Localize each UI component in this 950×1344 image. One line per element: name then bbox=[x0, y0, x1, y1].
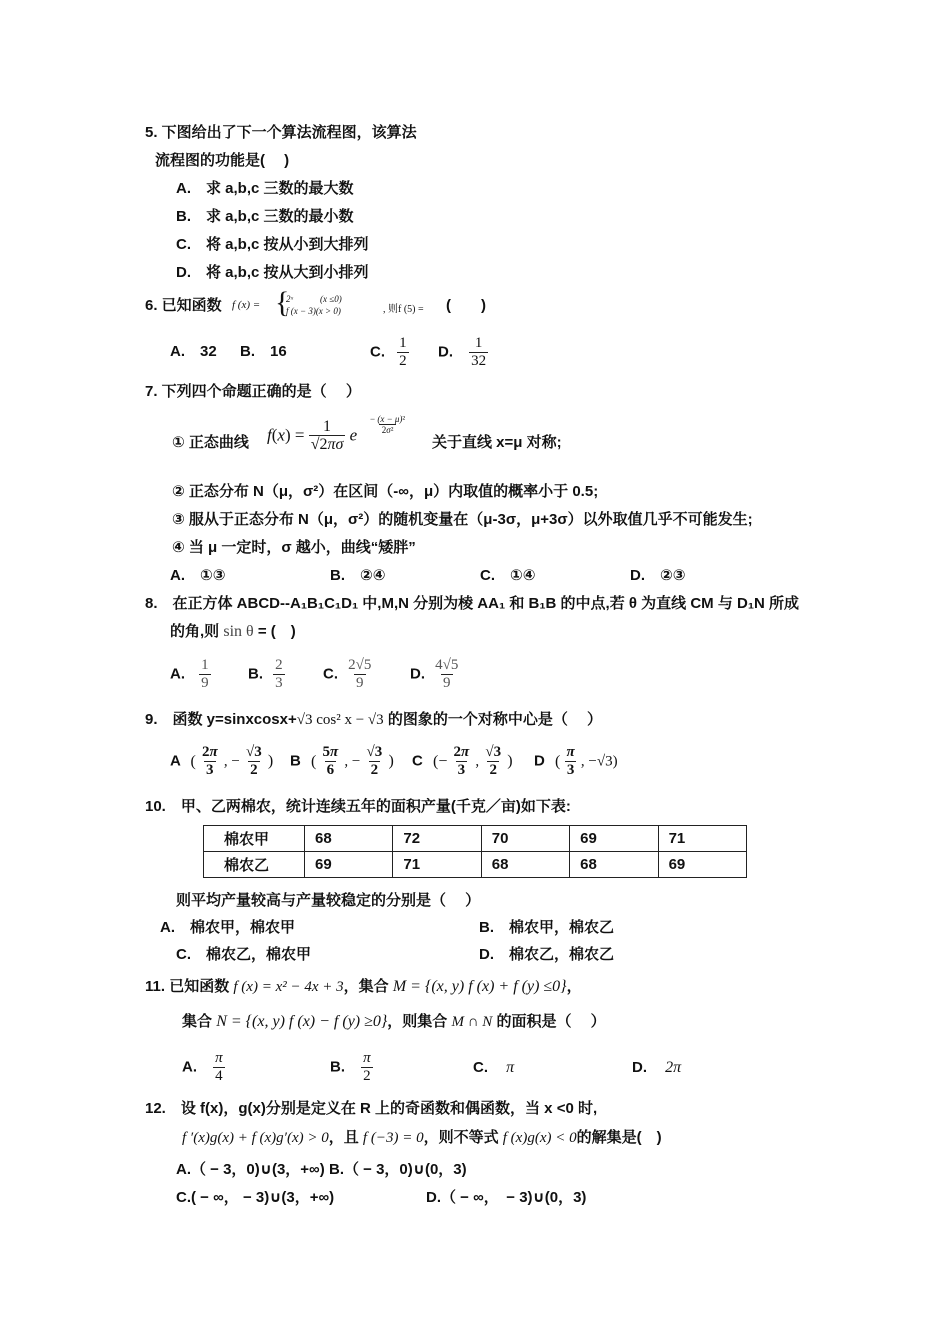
numerator: 4√5 bbox=[435, 657, 459, 673]
q8-option-c-fraction bbox=[346, 657, 373, 692]
q11-stem-prefix: 11. 已知函数 bbox=[145, 978, 230, 995]
q11-option-d bbox=[632, 1059, 681, 1077]
q5-option-a: A. 求 a,b,c 三数的最大数 bbox=[176, 180, 354, 197]
table-cell: 69 bbox=[305, 852, 393, 878]
q6-option-d bbox=[438, 335, 488, 370]
q9-option-d: D ( $\frac{\pi}{3}$ , −√3) bbox=[534, 744, 618, 778]
q6-func-name: f (x) = bbox=[232, 299, 261, 311]
numerator: 2 bbox=[275, 657, 283, 673]
q11-option-a-fraction bbox=[213, 1050, 225, 1085]
q7-item-4: ④ 当 μ 一定时，σ 越小，曲线“矮胖” bbox=[172, 539, 416, 556]
table-cell: 71 bbox=[658, 826, 746, 852]
q8-stem-suffix: = ( ) bbox=[257, 623, 296, 640]
q8-option-c-label: C. bbox=[323, 665, 338, 683]
q6-option-c-label: C. bbox=[370, 343, 385, 361]
q11-function: f (x) = x² − 4x + 3 bbox=[233, 979, 344, 995]
numerator: 2√5 bbox=[348, 657, 372, 673]
q8-option-c bbox=[323, 657, 373, 692]
q10-yield-table bbox=[203, 825, 747, 878]
q7-option-b: B. ②④ bbox=[330, 567, 386, 584]
q11-stem-mid: ，集合 bbox=[343, 978, 389, 995]
q11-set-n: N = {(x, y) f (x) − f (y) ≥0} bbox=[216, 1013, 388, 1030]
q7-option-a: A. ①③ bbox=[170, 567, 226, 584]
q8-option-b-label: B. bbox=[248, 665, 263, 683]
q9-stem-prefix: 9. 函数 y=sinxcosx+ bbox=[145, 711, 297, 728]
q12-stem: 12. 设 f(x)，g(x)分别是定义在 R 上的奇函数和偶函数，当 x <0 时, bbox=[145, 1100, 598, 1117]
q8-stem-prefix: 的角,则 bbox=[170, 623, 220, 640]
table-cell: 70 bbox=[481, 826, 569, 852]
table-cell: 71 bbox=[393, 852, 481, 878]
q8-option-a-fraction bbox=[199, 657, 211, 692]
table-cell: 棉农乙 bbox=[204, 852, 305, 878]
q9-option-c-y: $\frac{√3}{2}$ bbox=[485, 744, 502, 778]
q9-option-a-label: A bbox=[170, 752, 181, 770]
q7-exponent: $\frac{\text{− (x − μ)²}}{\text{2σ²}}$ bbox=[370, 414, 406, 435]
q12-option-b: B.（ − 3，0)∪(0，3) bbox=[329, 1161, 467, 1178]
q11-option-a-label: A. bbox=[182, 1058, 197, 1076]
numerator: 1 bbox=[474, 335, 483, 351]
q12-condition-1: f ′(x)g(x) + f (x)g′(x) > 0 bbox=[182, 1130, 329, 1146]
q6-brace: { bbox=[275, 286, 290, 319]
table-row bbox=[204, 852, 747, 878]
q9-option-a: A ( $\frac{2\pi}{3}$ , − $\frac{√3}{2}$ ) bbox=[170, 744, 274, 778]
q9-option-d-x: $\frac{\pi}{3}$ bbox=[566, 744, 575, 778]
q11-intersection: M ∩ N bbox=[451, 1014, 493, 1030]
q6-piece-2: f (x − 3)(x > 0) bbox=[286, 306, 341, 316]
q6-piece-1: 2ˣ (x ≤0) bbox=[286, 294, 342, 304]
q9-option-b: B ( $\frac{5\pi}{6}$ , − $\frac{√3}{2}$ ) bbox=[290, 744, 394, 778]
q10-stem: 10. 甲、乙两棉农，统计连续五年的面积产量(千克／亩)如下表: bbox=[145, 798, 571, 815]
q11-stem-cont bbox=[182, 1013, 606, 1031]
q9-option-a-y: $\frac{√3}{2}$ bbox=[245, 744, 262, 778]
q12-condition-line bbox=[182, 1129, 662, 1147]
q6-option-c bbox=[370, 335, 409, 370]
table-cell: 68 bbox=[481, 852, 569, 878]
q12-inequality: f (x)g(x) < 0 bbox=[502, 1130, 577, 1146]
numerator: 1 bbox=[201, 657, 209, 673]
q8-option-d-fraction bbox=[433, 657, 460, 692]
q6-option-c-fraction bbox=[397, 335, 409, 370]
q5-option-d: D. 将 a,b,c 按从大到小排列 bbox=[176, 264, 369, 281]
q8-sin-theta: sin θ bbox=[223, 623, 254, 640]
q6-option-d-fraction bbox=[469, 335, 488, 370]
q8-option-d-label: D. bbox=[410, 665, 425, 683]
q9-stem bbox=[145, 711, 602, 729]
q12-option-a: A.（ − 3，0)∪(3，+∞) bbox=[176, 1161, 325, 1178]
q9-option-a-x: $\frac{2\pi}{3}$ bbox=[201, 744, 218, 778]
q8-stem: 8. 在正方体 ABCD--A₁B₁C₁D₁ 中,M,N 分别为棱 AA₁ 和 B₁B 的中点,若 θ 为直线 CM 与 D₁N 所成 bbox=[145, 595, 800, 612]
q8-option-b bbox=[248, 657, 285, 692]
q5-option-c: C. 将 a,b,c 按从小到大排列 bbox=[176, 236, 369, 253]
denominator: 2 bbox=[399, 353, 407, 369]
q12-mid-1: ，且 bbox=[328, 1129, 359, 1146]
table-cell: 69 bbox=[570, 826, 658, 852]
table-cell: 68 bbox=[305, 826, 393, 852]
q6-piece-tail: , 则f (5) = bbox=[383, 304, 424, 315]
q9-option-c-x: $\frac{2\pi}{3}$ bbox=[453, 744, 470, 778]
q7-item-2: ② 正态分布 N（μ，σ²）在区间（-∞，μ）内取值的概率小于 0.5; bbox=[172, 483, 599, 500]
q8-option-a bbox=[170, 657, 211, 692]
q11-line2-suffix: 的面积是（ ） bbox=[496, 1013, 606, 1030]
q6-option-d-label: D. bbox=[438, 343, 453, 361]
q11-option-a bbox=[182, 1050, 225, 1085]
q11-set-m: M = {(x, y) f (x) + f (y) ≤0} bbox=[392, 978, 567, 995]
denominator: 2 bbox=[363, 1068, 371, 1084]
q9-option-c-label: C bbox=[412, 752, 423, 770]
q5-stem: 5. 下图给出了下一个算法流程图，该算法 bbox=[145, 124, 417, 141]
q10-option-a: A. 棉农甲，棉农甲 bbox=[160, 919, 296, 936]
q11-option-b-label: B. bbox=[330, 1058, 345, 1076]
q5-stem-cont: 流程图的功能是( ) bbox=[155, 152, 290, 169]
q12-option-c: C.( − ∞， − 3)∪(3，+∞) bbox=[176, 1189, 335, 1206]
denominator: 9 bbox=[356, 675, 364, 691]
q11-line2-mid: ，则集合 bbox=[387, 1013, 448, 1030]
denominator: 3 bbox=[275, 675, 283, 691]
q9-option-d-label: D bbox=[534, 752, 545, 770]
q11-stem bbox=[145, 978, 582, 996]
q11-option-d-label: D. bbox=[632, 1059, 647, 1076]
table-row bbox=[204, 826, 747, 852]
q11-option-d-value: 2π bbox=[665, 1059, 682, 1076]
q6-option-b: B. 16 bbox=[240, 343, 287, 360]
table-cell: 棉农甲 bbox=[204, 826, 305, 852]
q8-option-d bbox=[410, 657, 460, 692]
q8-stem-cont bbox=[170, 623, 296, 641]
q9-stem-suffix: 的图象的一个对称中心是（ ） bbox=[387, 711, 603, 728]
numerator: 1 bbox=[399, 335, 407, 351]
q9-option-c: C (− $\frac{2\pi}{3}$ , $\frac{√3}{2}$ ) bbox=[412, 744, 513, 778]
q9-option-b-y: $\frac{√3}{2}$ bbox=[366, 744, 383, 778]
q11-option-c bbox=[473, 1059, 514, 1077]
denominator: 4 bbox=[215, 1068, 223, 1084]
q7-item-1-suffix: 关于直线 x=μ 对称; bbox=[432, 434, 562, 451]
q11-option-c-label: C. bbox=[473, 1059, 488, 1076]
table-cell: 68 bbox=[570, 852, 658, 878]
q7-item-1-prefix: ① 正态曲线 bbox=[172, 434, 249, 451]
q6-stem-end: ( ) bbox=[446, 297, 486, 314]
q10-option-c: C. 棉农乙，棉农甲 bbox=[176, 946, 312, 963]
q7-normal-curve-formula: f(x) = $\frac{1}{√2\pi\sigma}$ e bbox=[267, 418, 358, 453]
normal-coefficient: $\frac{1}{√2\pi\sigma}$ bbox=[310, 418, 344, 453]
numerator: π bbox=[215, 1050, 223, 1066]
q8-option-a-label: A. bbox=[170, 665, 185, 683]
q11-option-b-fraction bbox=[361, 1050, 373, 1085]
denominator: 9 bbox=[443, 675, 451, 691]
q11-option-c-value: π bbox=[506, 1059, 515, 1076]
q9-option-b-label: B bbox=[290, 752, 301, 770]
q7-option-c: C. ①④ bbox=[480, 567, 536, 584]
q9-function-expression: √3 cos² x − √3 bbox=[296, 712, 384, 728]
q10-option-d: D. 棉农乙，棉农乙 bbox=[479, 946, 615, 963]
numerator: π bbox=[363, 1050, 371, 1066]
denominator: 9 bbox=[201, 675, 209, 691]
q7-item-3: ③ 服从于正态分布 N（μ，σ²）的随机变量在（μ-3σ，μ+3σ）以外取值几乎不可能发生; bbox=[172, 511, 753, 528]
table-cell: 69 bbox=[658, 852, 746, 878]
q11-option-b bbox=[330, 1050, 373, 1085]
q12-option-d: D.（ − ∞， − 3)∪(0，3) bbox=[426, 1189, 587, 1206]
q12-suffix: 的解集是( ) bbox=[576, 1129, 662, 1146]
q7-stem: 7. 下列四个命题正确的是（ ） bbox=[145, 383, 361, 400]
q11-line-end: ， bbox=[566, 978, 582, 995]
q12-condition-2: f (−3) = 0 bbox=[362, 1130, 424, 1146]
q11-line2-prefix: 集合 bbox=[182, 1013, 213, 1030]
q8-option-b-fraction bbox=[273, 657, 285, 692]
denominator: 32 bbox=[471, 353, 487, 369]
q6-stem: 6. 已知函数 bbox=[145, 297, 222, 314]
q5-option-b: B. 求 a,b,c 三数的最小数 bbox=[176, 208, 354, 225]
q6-option-a: A. 32 bbox=[170, 343, 217, 360]
q7-option-d: D. ②③ bbox=[630, 567, 686, 584]
q10-option-b: B. 棉农甲，棉农乙 bbox=[479, 919, 615, 936]
q9-option-b-x: $\frac{5\pi}{6}$ bbox=[322, 744, 339, 778]
q12-mid-2: ，则不等式 bbox=[423, 1129, 499, 1146]
table-cell: 72 bbox=[393, 826, 481, 852]
q10-question: 则平均产量较高与产量较稳定的分别是（ ） bbox=[176, 892, 481, 909]
